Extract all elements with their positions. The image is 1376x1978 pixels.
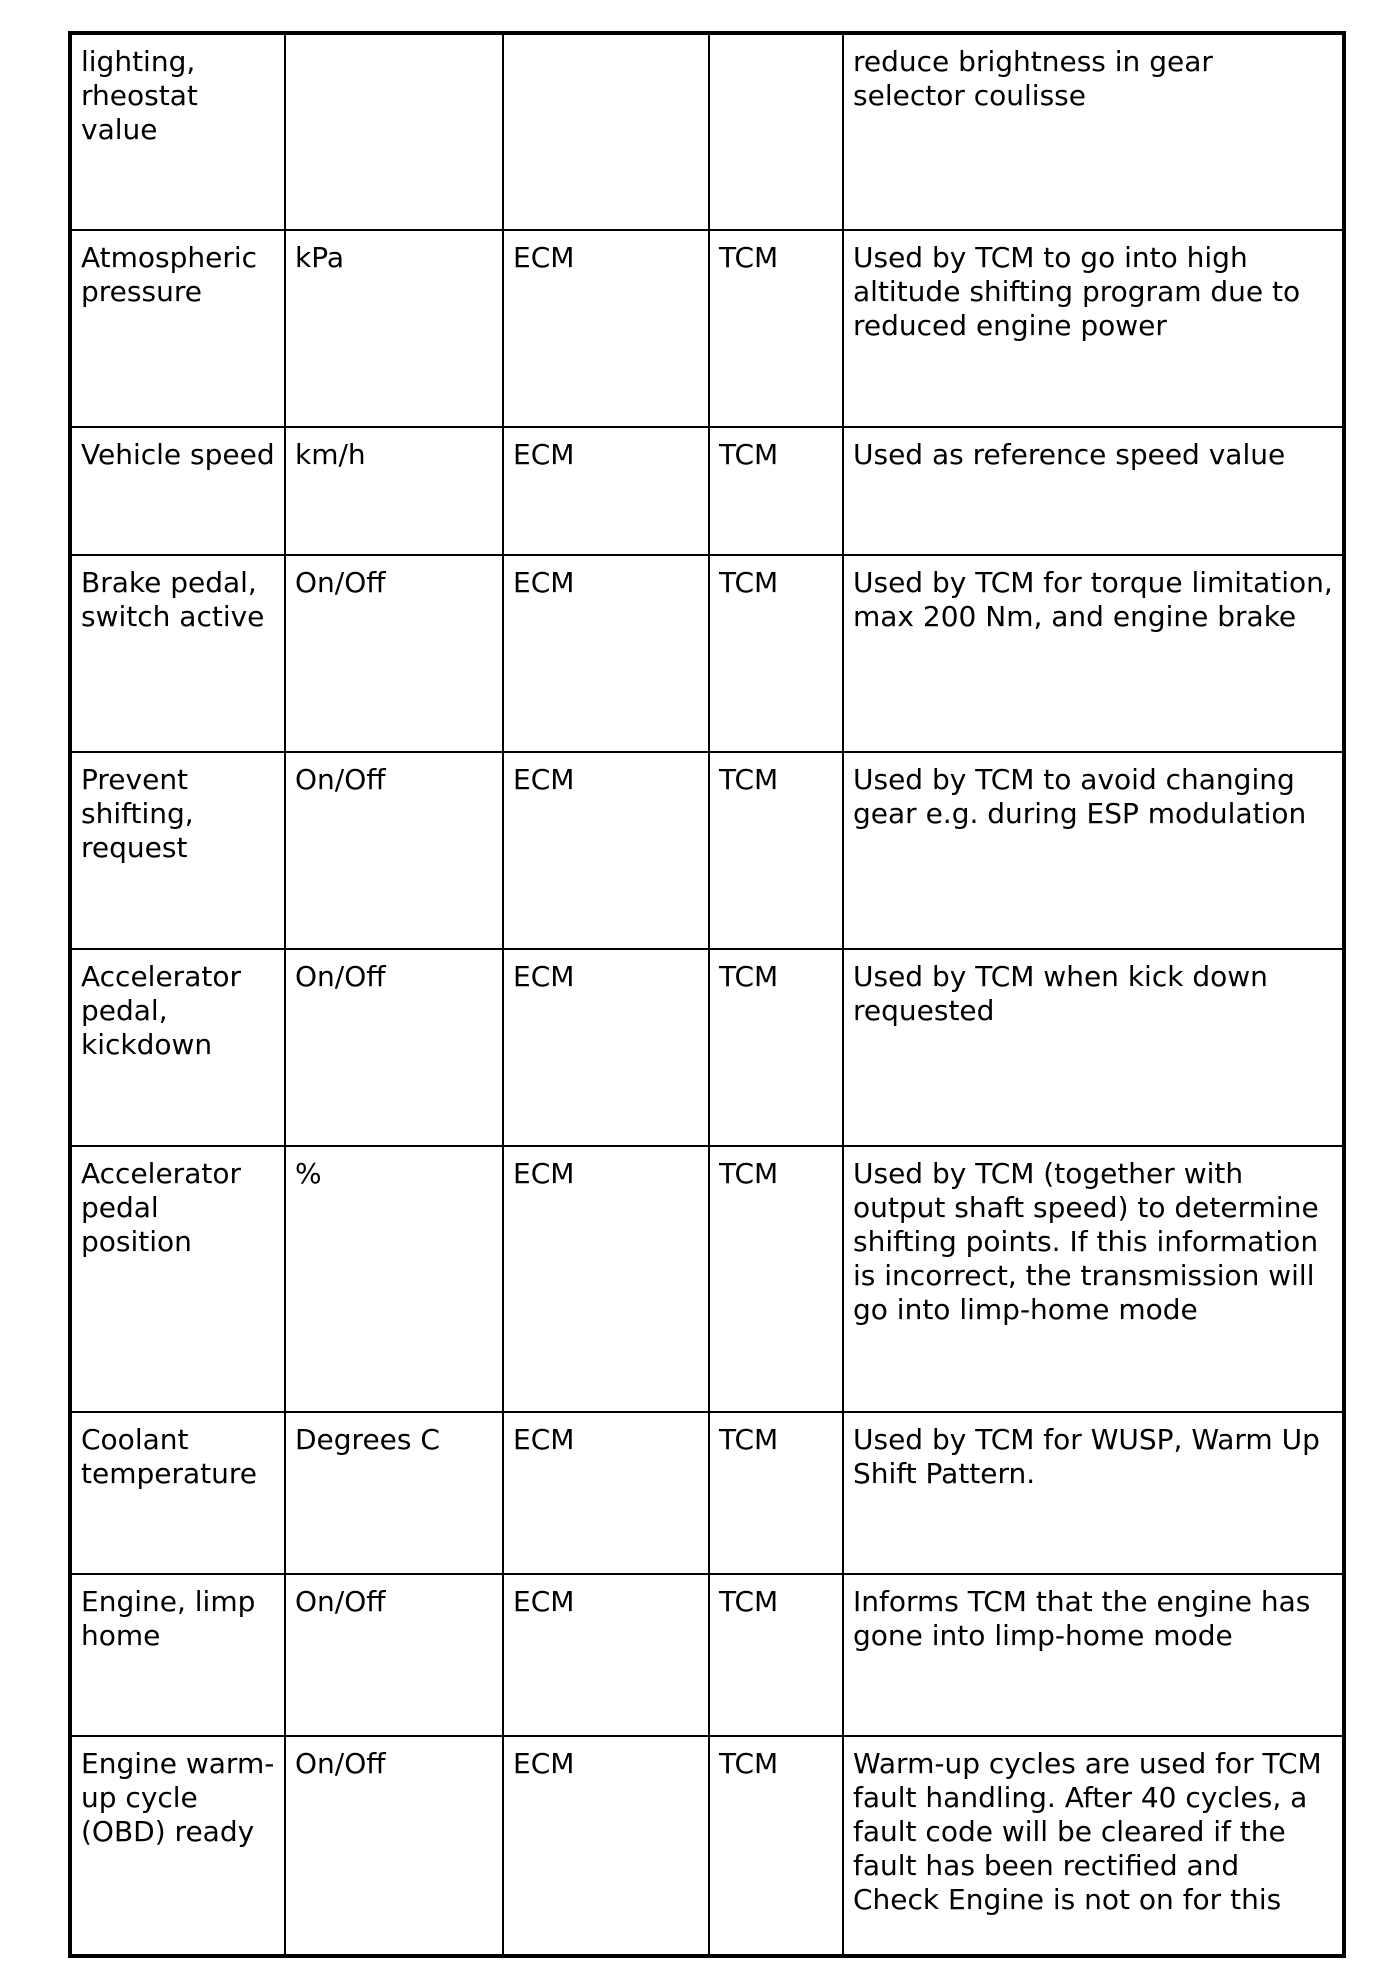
receiver-cell: TCM: [709, 1574, 843, 1736]
description-cell: reduce brightness in gear selector coulisse: [843, 33, 1344, 230]
table-row: [70, 1412, 1344, 1574]
unit-cell: On/Off: [285, 1736, 503, 1956]
unit-cell: km/h: [285, 427, 503, 555]
sender-cell: ECM: [503, 752, 709, 949]
description-cell: Used by TCM to avoid changing gear e.g. during ESP modulation: [843, 752, 1344, 949]
description-cell: Used by TCM for torque limitation, max 200 Nm, and engine brake: [843, 555, 1344, 752]
receiver-cell: TCM: [709, 230, 843, 427]
signal-name-cell: Atmospheric pressure: [70, 230, 285, 427]
signal-name-cell: lighting, rheostat value: [70, 33, 285, 230]
unit-cell: On/Off: [285, 555, 503, 752]
signal-name-cell: Coolant temperature: [70, 1412, 285, 1574]
table-row: [70, 752, 1344, 949]
sender-cell: ECM: [503, 1412, 709, 1574]
sender-cell: ECM: [503, 555, 709, 752]
unit-cell: [285, 33, 503, 230]
unit-cell: kPa: [285, 230, 503, 427]
sender-cell: ECM: [503, 1146, 709, 1412]
signal-name-cell: Vehicle speed: [70, 427, 285, 555]
unit-cell: Degrees C: [285, 1412, 503, 1574]
sender-cell: [503, 33, 709, 230]
description-cell: Used by TCM (together with output shaft speed) to determine shifting points. If this information is incorrect, the transmission will go into limp-home mode: [843, 1146, 1344, 1412]
table-row: [70, 1574, 1344, 1736]
description-cell: Warm-up cycles are used for TCM fault handling. After 40 cycles, a fault code will be cleared if the fault has been rectified and Check Engine is not on for this: [843, 1736, 1344, 1956]
receiver-cell: TCM: [709, 1412, 843, 1574]
signal-name-cell: Engine warm-up cycle (OBD) ready: [70, 1736, 285, 1956]
receiver-cell: TCM: [709, 752, 843, 949]
receiver-cell: TCM: [709, 1146, 843, 1412]
sender-cell: ECM: [503, 427, 709, 555]
description-cell: Informs TCM that the engine has gone into limp-home mode: [843, 1574, 1344, 1736]
description-cell: Used as reference speed value: [843, 427, 1344, 555]
signal-name-cell: Accelerator pedal position: [70, 1146, 285, 1412]
receiver-cell: TCM: [709, 427, 843, 555]
table-row: [70, 427, 1344, 555]
receiver-cell: TCM: [709, 1736, 843, 1956]
sender-cell: ECM: [503, 949, 709, 1146]
unit-cell: On/Off: [285, 752, 503, 949]
signal-name-cell: Prevent shifting, request: [70, 752, 285, 949]
signal-table-body: [70, 33, 1344, 1956]
table-row: [70, 1146, 1344, 1412]
signal-table: [68, 31, 1346, 1958]
table-row: [70, 1736, 1344, 1956]
unit-cell: %: [285, 1146, 503, 1412]
unit-cell: On/Off: [285, 1574, 503, 1736]
receiver-cell: TCM: [709, 555, 843, 752]
unit-cell: On/Off: [285, 949, 503, 1146]
sender-cell: ECM: [503, 230, 709, 427]
sender-cell: ECM: [503, 1736, 709, 1956]
receiver-cell: TCM: [709, 949, 843, 1146]
description-cell: Used by TCM to go into high altitude shifting program due to reduced engine power: [843, 230, 1344, 427]
table-row: [70, 555, 1344, 752]
sender-cell: ECM: [503, 1574, 709, 1736]
description-cell: Used by TCM for WUSP, Warm Up Shift Pattern.: [843, 1412, 1344, 1574]
table-row: [70, 230, 1344, 427]
signal-name-cell: Accelerator pedal, kickdown: [70, 949, 285, 1146]
signal-name-cell: Brake pedal, switch active: [70, 555, 285, 752]
description-cell: Used by TCM when kick down requested: [843, 949, 1344, 1146]
table-row: [70, 949, 1344, 1146]
signal-name-cell: Engine, limp home: [70, 1574, 285, 1736]
receiver-cell: [709, 33, 843, 230]
table-row: [70, 33, 1344, 230]
